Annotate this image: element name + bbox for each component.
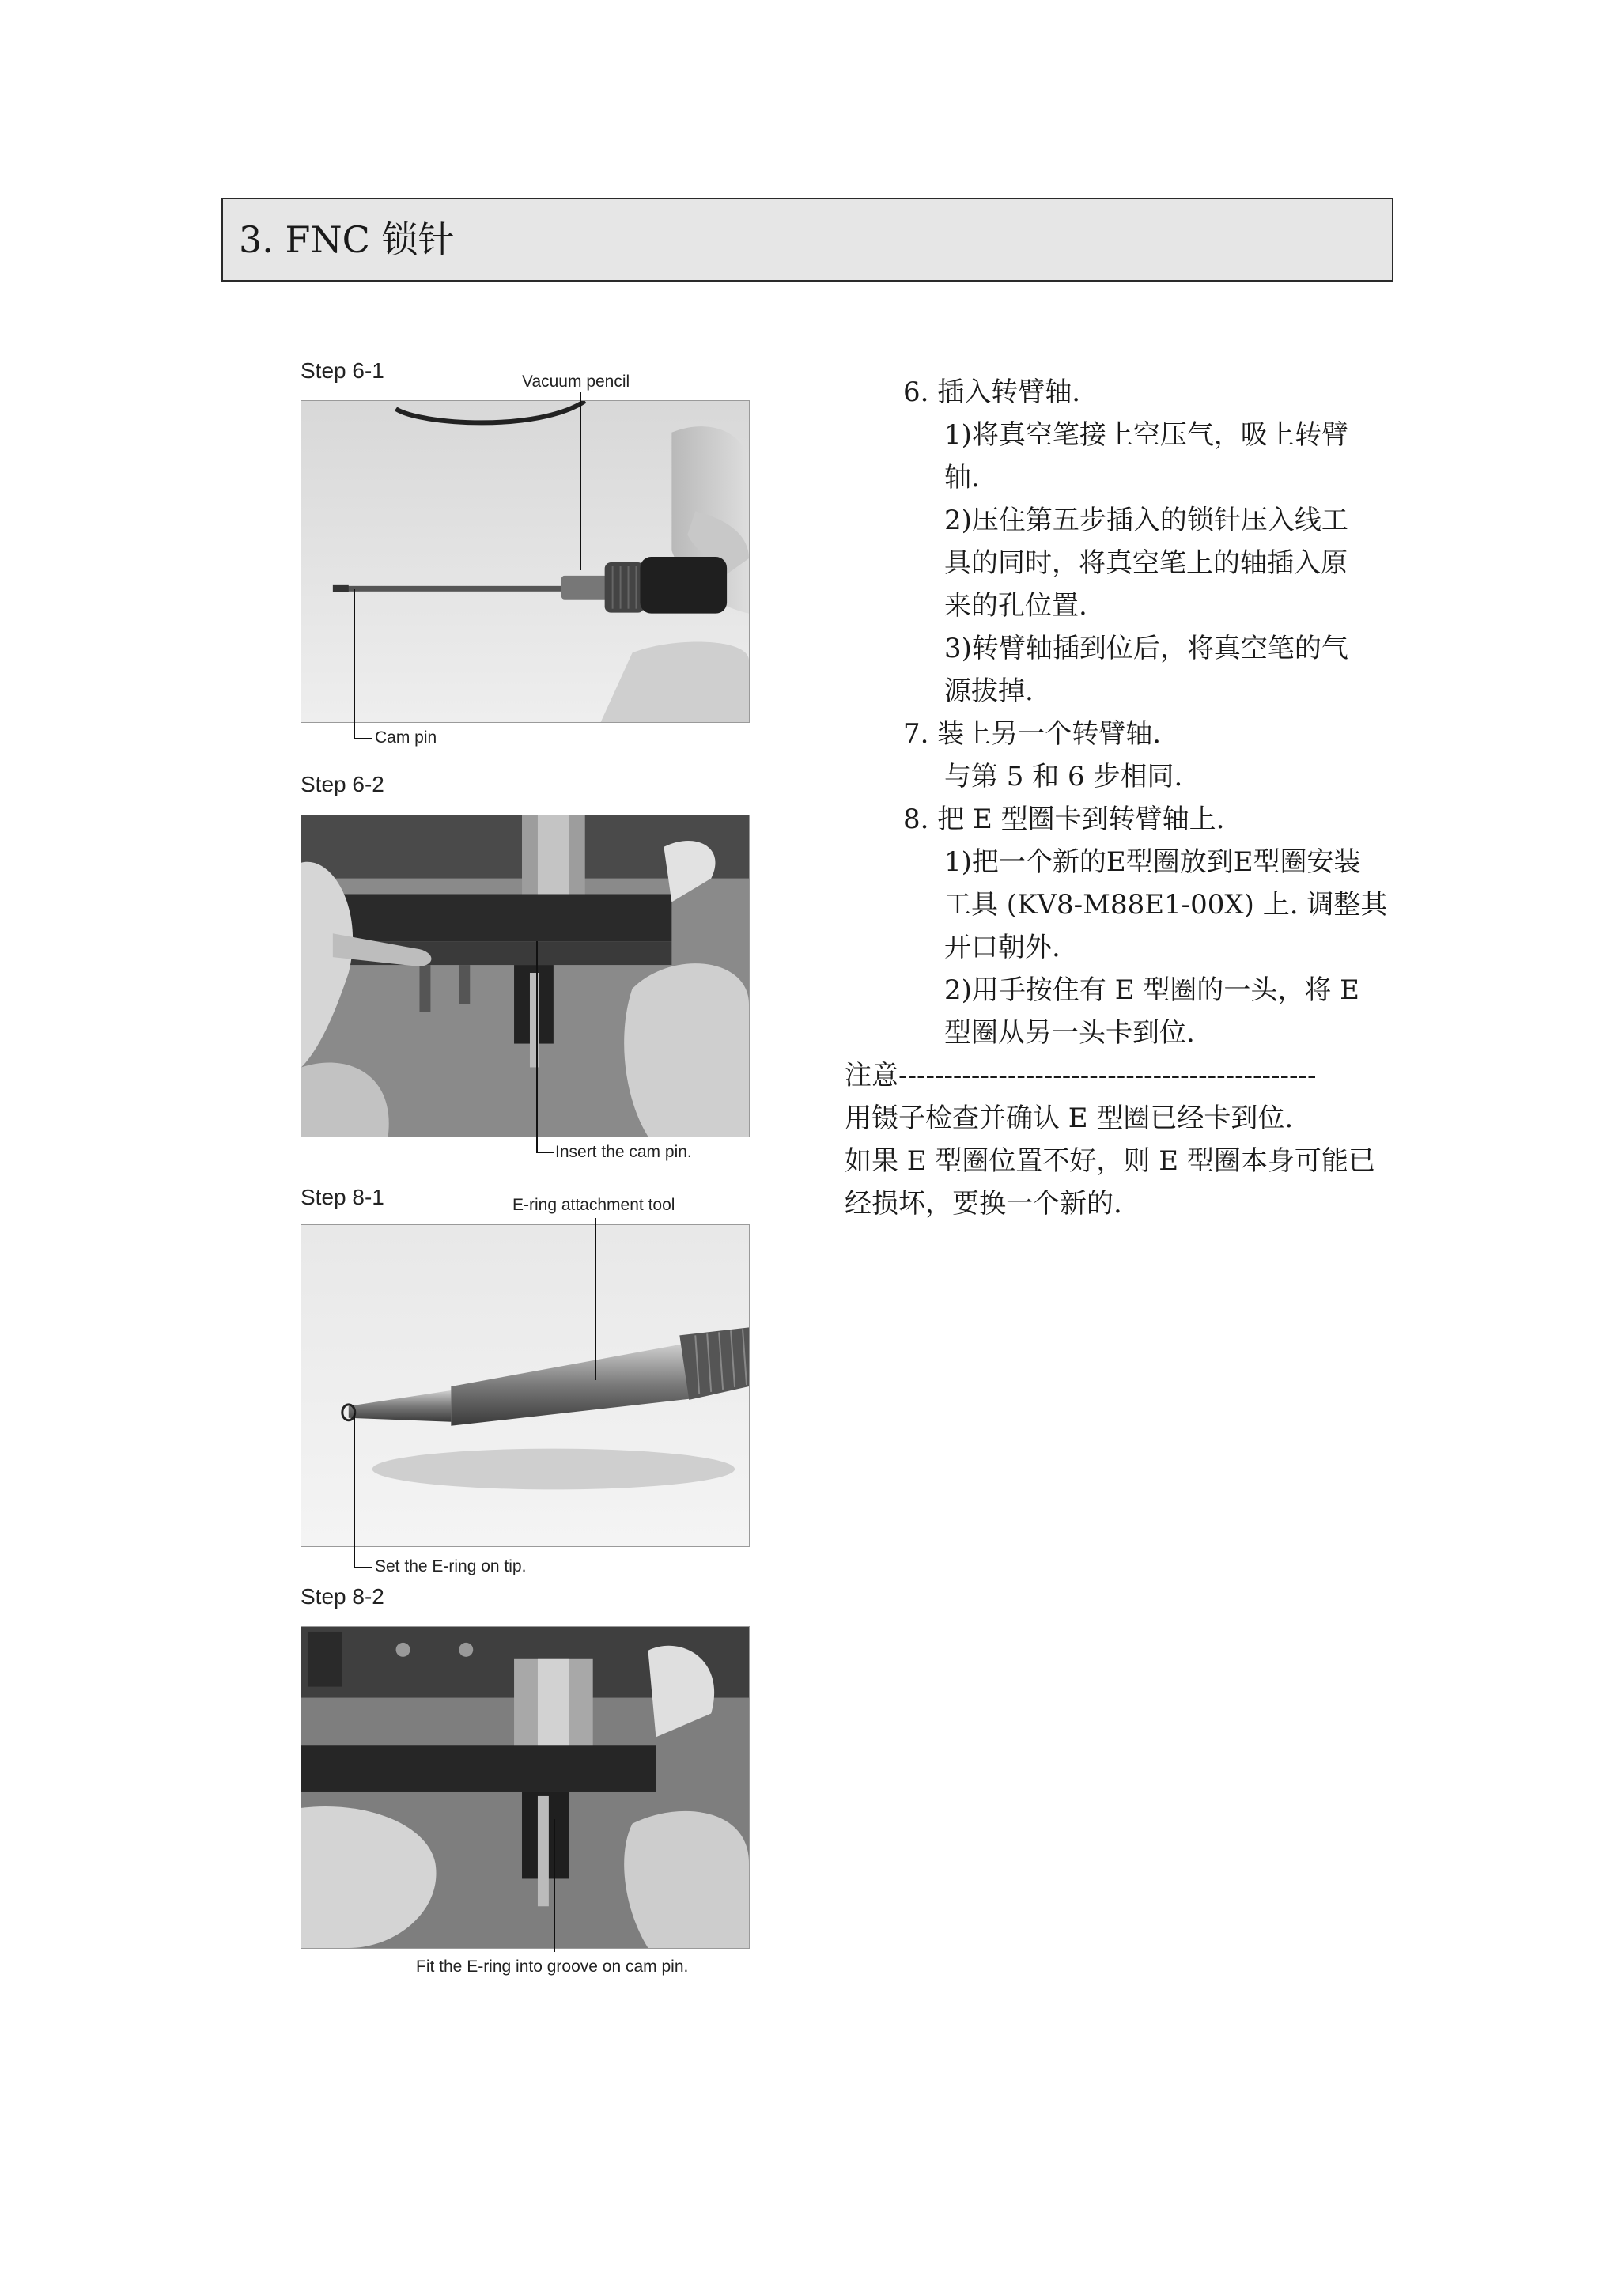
section-header — [221, 198, 1393, 282]
note-heading: 注意---------------------------------------------- — [845, 1060, 1317, 1091]
step-8-heading: 8. 把 E 型圈卡到转臂轴上. — [903, 804, 1225, 835]
e-ring-tool-photo — [301, 1224, 750, 1547]
cam-pin-leader-h — [354, 738, 372, 739]
fit-e-ring-photo — [301, 1626, 750, 1949]
step-6-substep-2-line-2: 具的同时，将真空笔上的轴插入原 — [944, 547, 1348, 579]
fit-e-ring-leader — [554, 1819, 555, 1952]
note-line-2: 如果 E 型圈位置不好，则 E 型圈本身可能已 — [845, 1145, 1375, 1177]
step-6-substep-1-line-1: 1)将真空笔接上空压气，吸上转臂 — [944, 419, 1348, 451]
step-8-substep-2-line-2: 型圈从另一头卡到位. — [944, 1017, 1195, 1049]
step-8-substep-1-line-3: 开口朝外. — [944, 932, 1061, 963]
step-6-substep-1-line-2: 轴. — [944, 462, 980, 494]
insert-cam-pin-callout: Insert the cam pin. — [555, 1143, 692, 1161]
section-title: 3. FNC 锁针 — [239, 218, 455, 261]
note-line-1: 用镊子检查并确认 E 型圈已经卡到位. — [845, 1103, 1294, 1134]
set-e-ring-leader-h — [354, 1567, 372, 1568]
set-e-ring-callout: Set the E-ring on tip. — [375, 1557, 527, 1575]
e-ring-tool-callout: E-ring attachment tool — [512, 1196, 675, 1214]
insert-cam-pin-leader-v — [536, 941, 538, 1153]
vacuum-pencil-leader — [580, 392, 581, 570]
step-8-substep-1-line-1: 1)把一个新的E型圈放到E型圈安装 — [944, 846, 1361, 878]
step-6-substep-3-line-2: 源拔掉. — [944, 675, 1034, 707]
step-7-heading: 7. 装上另一个转臂轴. — [903, 718, 1162, 750]
step-6-heading: 6. 插入转臂轴. — [903, 376, 1081, 408]
note-line-3: 经损坏，要换一个新的. — [845, 1188, 1122, 1220]
step-8-1-label: Step 8-1 — [301, 1185, 384, 1209]
step-6-substep-2-line-3: 来的孔位置. — [944, 590, 1087, 622]
set-e-ring-leader-v — [354, 1413, 355, 1568]
insert-cam-pin-photo — [301, 815, 750, 1137]
vacuum-pencil-photo — [301, 400, 750, 723]
step-8-substep-1-line-2: 工具 (KV8-M88E1-00X) 上. 调整其 — [944, 889, 1388, 921]
e-ring-tool-leader — [595, 1218, 596, 1380]
cam-pin-leader-v — [354, 589, 355, 739]
step-6-substep-2-line-1: 2)压住第五步插入的锁针压入线工 — [944, 505, 1348, 536]
step-6-2-label: Step 6-2 — [301, 772, 384, 796]
step-8-2-label: Step 8-2 — [301, 1584, 384, 1609]
step-7-detail: 与第 5 和 6 步相同. — [944, 761, 1183, 792]
step-6-1-label: Step 6-1 — [301, 358, 384, 383]
fit-e-ring-callout: Fit the E-ring into groove on cam pin. — [416, 1957, 689, 1976]
step-8-substep-2-line-1: 2)用手按住有 E 型圈的一头，将 E — [944, 974, 1359, 1006]
step-6-substep-3-line-1: 3)转臂轴插到位后，将真空笔的气 — [944, 633, 1348, 664]
vacuum-pencil-callout: Vacuum pencil — [522, 373, 630, 391]
insert-cam-pin-leader-h — [536, 1152, 554, 1153]
cam-pin-callout: Cam pin — [375, 728, 437, 747]
